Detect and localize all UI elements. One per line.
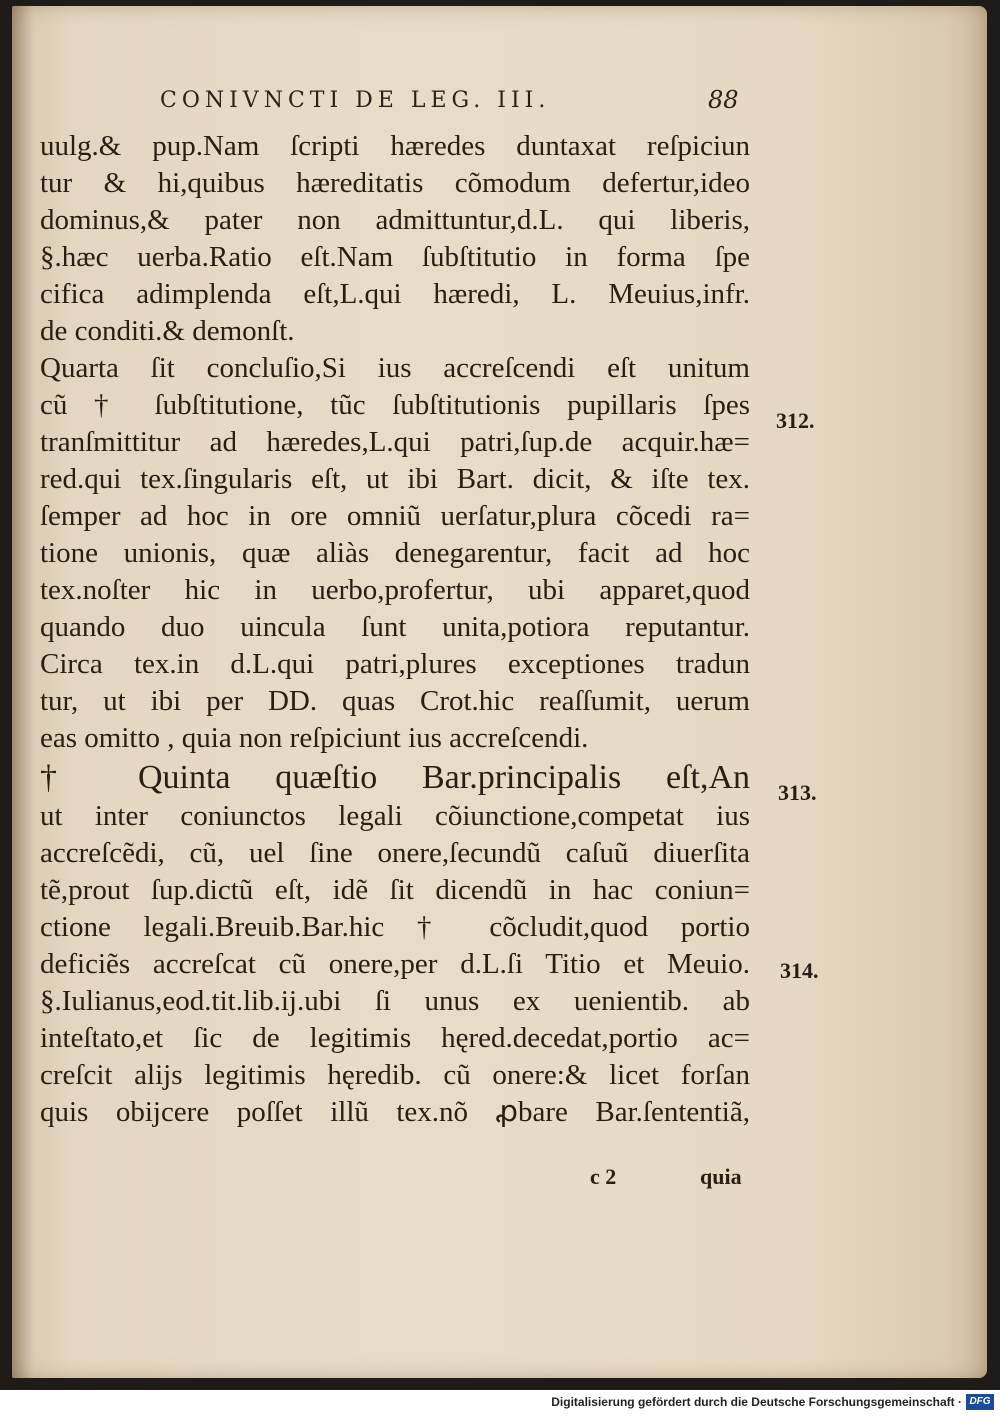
text-line: Quarta ſit concluſio,Si ius accreſcendi eſt unitum	[40, 352, 750, 384]
signature-mark: c 2	[590, 1164, 617, 1189]
folio-number: 88	[708, 86, 739, 114]
text-line: eas omitto , quia non reſpiciunt ius accreſcendi.	[40, 722, 589, 754]
gutter-shadow	[12, 6, 34, 1378]
margin-note-312: 312.	[776, 408, 815, 433]
text-line: quis obijcere poſſet illũ tex.nõ ꝓbare Bar.ſententiã,	[40, 1096, 750, 1128]
text-line: cũ † ſubſtitutione, tũc ſubſtitutionis pupillaris ſpes	[40, 389, 750, 421]
text-line: tur & hi,quibus hæreditatis cõmodum defertur,ideo	[40, 167, 750, 199]
text-line: accreſcẽdi, cũ, uel ſine onere,ſecundũ caſuũ diuerſita	[40, 837, 750, 869]
text-line: inteſtato,et ſic de legitimis hęred.decedat,portio ac=	[40, 1022, 750, 1054]
text-line: §.hæc uerba.Ratio eſt.Nam ſubſtitutio in forma ſpe	[40, 241, 750, 273]
text-line: ut inter coniunctos legali cõiunctione,competat ius	[40, 800, 750, 832]
funding-credit: Digitalisierung gefördert durch die Deutsche Forschungsgemeinschaft ·	[551, 1395, 962, 1409]
text-line: de conditi.& demonſt.	[40, 315, 295, 347]
text-line: dominus,& pater non admittuntur,d.L. qui liberis,	[40, 204, 750, 236]
text-line: Circa tex.in d.L.qui patri,plures exceptiones tradun	[40, 648, 750, 680]
text-line: §.Iulianus,eod.tit.lib.ij.ubi ſi unus ex uenientib. ab	[40, 985, 750, 1017]
text-line: tranſmittitur ad hæredes,L.qui patri,ſup.de acquir.hæ=	[40, 426, 750, 458]
digitization-footer	[0, 1390, 1000, 1417]
text-line: uulg.& pup.Nam ſcripti hæredes duntaxat reſpiciun	[40, 130, 750, 162]
text-line: ſemper ad hoc in ore omniũ uerſatur,plura cõcedi ra=	[40, 500, 750, 532]
text-line: tione unionis, quæ aliàs denegarentur, facit ad hoc	[40, 537, 750, 569]
section-heading-line: † Quinta quæſtio Bar.principalis eſt,An	[40, 759, 750, 796]
text-line: deficiẽs accreſcat cũ onere,per d.L.ſi Titio et Meuio.	[40, 948, 750, 980]
text-line: creſcit alijs legitimis hęredib. cũ onere:& licet forſan	[40, 1059, 750, 1091]
text-line: tẽ,prout ſup.dictũ eſt, idẽ ſit dicendũ in hac coniun=	[40, 874, 750, 906]
text-line: red.qui tex.ſingularis eſt, ut ibi Bart. dicit, & iſte tex.	[40, 463, 750, 495]
catchword: quia	[700, 1164, 742, 1189]
margin-note-314: 314.	[780, 958, 819, 983]
text-line: tex.noſter hic in uerbo,profertur, ubi apparet,quod	[40, 574, 750, 606]
running-head: CONIVNCTI DE LEG. III.	[160, 88, 551, 113]
text-line: cifica adimplenda eſt,L.qui hæredi, L. Meuius,infr.	[40, 278, 750, 310]
text-line: tur, ut ibi per DD. quas Crot.hic reaſſumit, uerum	[40, 685, 750, 717]
main-text-block	[40, 128, 750, 1131]
text-line: ctione legali.Breuib.Bar.hic † cõcludit,quod portio	[40, 911, 750, 943]
dfg-logo[interactable]: DFG	[966, 1394, 994, 1410]
text-line: quando duo uincula ſunt unita,potiora reputantur.	[40, 611, 750, 643]
margin-note-313: 313.	[778, 780, 817, 805]
